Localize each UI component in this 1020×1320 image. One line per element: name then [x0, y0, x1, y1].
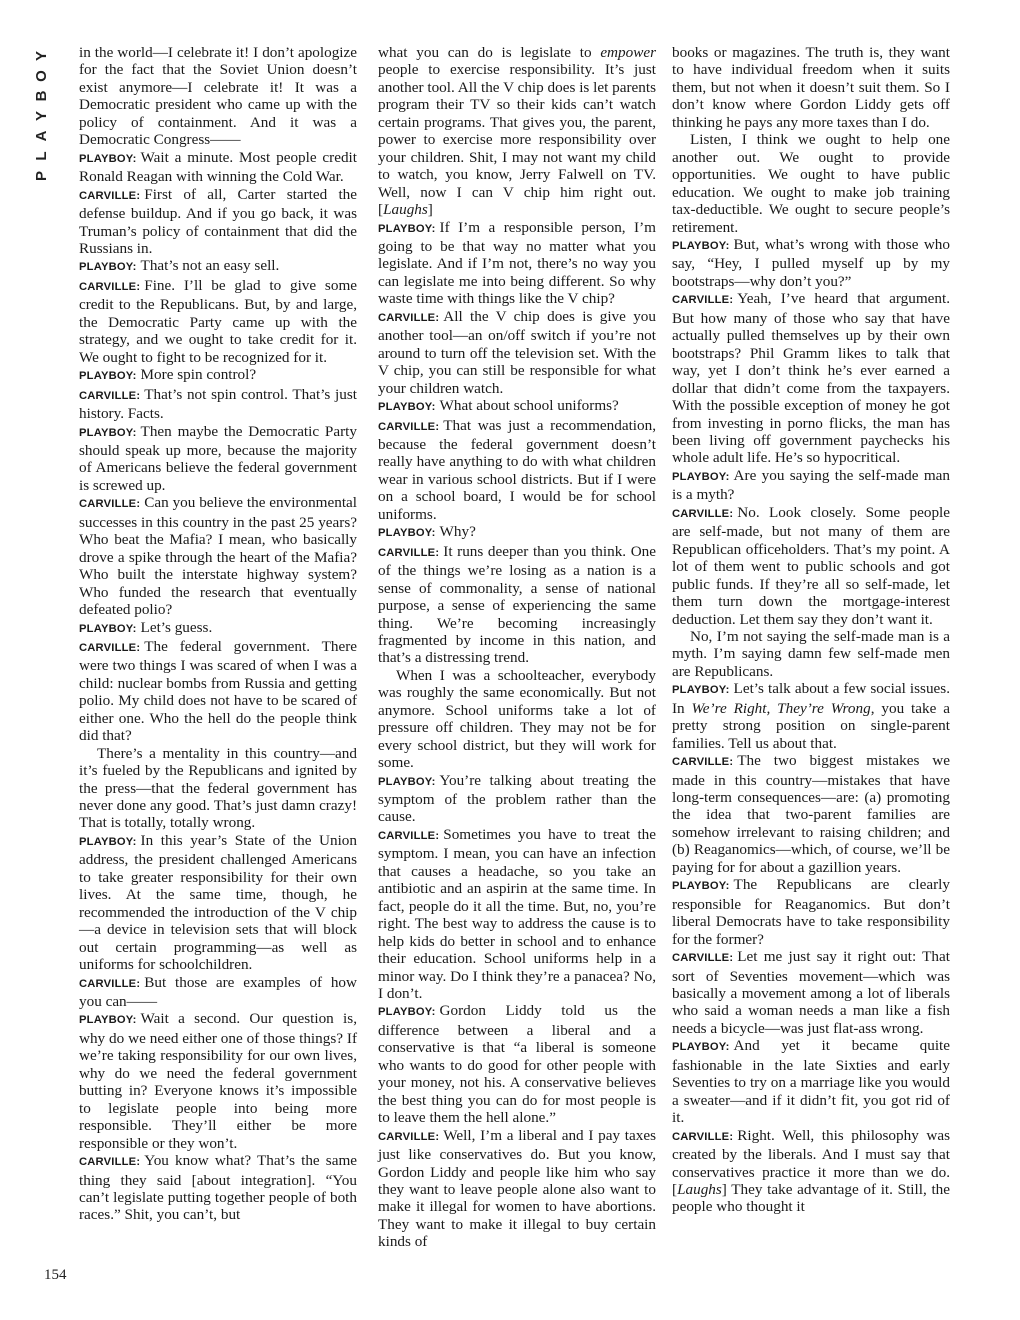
speaker-label: PLAYBOY:: [672, 470, 730, 483]
paragraph: [378, 397, 656, 416]
masthead-letter: Y: [33, 51, 50, 62]
speaker-label: CARVILLE:: [79, 189, 141, 202]
speaker-label: CARVILLE:: [378, 546, 440, 559]
paragraph-text: Let’s guess.: [140, 618, 213, 636]
speaker-label: CARVILLE:: [672, 1130, 734, 1143]
paragraph: [672, 236, 950, 290]
paragraph-text: But, what’s wrong with those who say, “Hey, I pulled myself up by my bootstraps—why don’t you?”: [672, 235, 950, 290]
paragraph-text: It runs deeper than you think. One of the things we’re losing as a nation is a sense of commonality, a sense of national purpose, a sense of experiencing the same thing. We’re becoming increasingly fragmented by income in this nation, and that’s a distressing trend.: [378, 542, 656, 667]
speaker-label: CARVILLE:: [378, 829, 440, 842]
paragraph: [672, 131, 950, 236]
speaker-label: CARVILLE:: [79, 1156, 141, 1169]
paragraph-text: If I’m a responsible person, I’m going to be that way no matter what you legislate. And if I’m not, there’s no way you can legislate me into being different. So why waste time with things like the V chip?: [378, 218, 656, 308]
paragraph-text: But those are examples of how you can——: [79, 973, 357, 1011]
paragraph: [378, 667, 656, 772]
paragraph-text: Why?: [439, 523, 476, 541]
text-column-3: [672, 44, 950, 1216]
paragraph: [672, 680, 950, 752]
paragraph: [79, 619, 357, 638]
paragraph-text: And yet it became quite fashionable in the late Sixties and early Seventies to try on a marriage like you would a sweater—and if it didn’t fit, you got rid of it.: [672, 1037, 950, 1127]
paragraph: [378, 772, 656, 826]
speaker-label: CARVILLE:: [672, 507, 734, 520]
speaker-label: PLAYBOY:: [79, 1014, 137, 1027]
paragraph-text: No. Look closely. Some people are self-made, but not many of them are Republican officeholders. That’s my point. A lot of them went to public schools and got public funds. If they’re all so self-made, let them turn down the mortgage-interest deduction. Let them say they don’t want it.: [672, 503, 950, 628]
speaker-label: PLAYBOY:: [672, 880, 730, 893]
masthead-letter: L: [33, 151, 50, 161]
paragraph-text: Wait a minute. Most people credit Ronald Reagan with winning the Cold War.: [79, 148, 357, 186]
paragraph: [79, 832, 357, 974]
paragraph-text: First of all, Carter started the defense buildup. And if you go back, it was Truman’s policy of containment that did the Russians in.: [79, 185, 357, 257]
paragraph: [672, 948, 950, 1037]
paragraph: [79, 494, 357, 618]
speaker-label: PLAYBOY:: [672, 1041, 730, 1054]
paragraph-text: Gordon Liddy told us the difference between a liberal and a conservative is that “a liberal is someone who wants to do good for other people with your money, not his. A conservative believes the best thing you can do for most people is to leave them the hell alone.”: [378, 1002, 656, 1127]
paragraph-text: That’s not an easy sell.: [140, 257, 280, 275]
magazine-masthead: [28, 46, 56, 186]
paragraph: [79, 186, 357, 258]
paragraph: [378, 826, 656, 1003]
paragraph: [79, 745, 357, 832]
speaker-label: PLAYBOY:: [79, 622, 137, 635]
paragraph-text: The Republicans are clearly responsible for Reaganomics. But don’t liberal Democrats have to take responsibility for the former?: [672, 876, 950, 948]
paragraph-text: In this year’s State of the Union address, the president challenged Americans to take greater responsibility for their own lives. At the same time, though, he recommended the introduction of the V chip—a device in television sets that will block out certain programming—as well as uniforms for schoolchildren.: [79, 831, 357, 974]
speaker-label: CARVILLE:: [378, 1130, 440, 1143]
paragraph-text: Let’s talk about a few social issues. In We’re Right, They’re Wrong, you take a pretty strong position on single-parent families. Tell us about that.: [672, 680, 950, 752]
paragraph: [79, 1152, 357, 1224]
speaker-label: CARVILLE:: [79, 977, 141, 990]
paragraph: [672, 290, 950, 467]
speaker-label: CARVILLE:: [672, 952, 734, 965]
speaker-label: PLAYBOY:: [378, 527, 436, 540]
paragraph: [672, 44, 950, 131]
speaker-label: CARVILLE:: [79, 389, 141, 402]
paragraph-text: What about school uniforms?: [439, 397, 619, 415]
speaker-label: PLAYBOY:: [79, 370, 137, 383]
masthead-letter: P: [33, 171, 50, 182]
paragraph: [79, 386, 357, 423]
paragraph-text: what you can do is legislate to empower people to exercise responsibility. It’s just another tool. All the V chip does is let parents program their TV so their kids can’t watch certain programs. That gives you, the parent, power to exercise more responsibility over your children. Shit, I may not want my child to watch, you know, Jerry Falwell on TV. Well, now I can V chip him right out. [Laughs]: [378, 44, 656, 219]
masthead-letter: B: [33, 90, 50, 102]
paragraph: [79, 423, 357, 495]
masthead-letter: Y: [33, 111, 50, 122]
paragraph-text: More spin control?: [140, 366, 257, 384]
paragraph: [79, 149, 357, 186]
paragraph-text: The two biggest mistakes we made in this country—mistakes that have long-term consequences—are: (a) promoting the idea that two-parent families are somehow irrelevant to raising children; and (b) Reaganomics—which, of course, we’ll be paying for for about a gazillion years.: [672, 752, 950, 876]
paragraph: [378, 44, 656, 219]
paragraph-text: You’re talking about treating the symptom of the problem rather than the cause.: [378, 771, 656, 826]
paragraph: [378, 543, 656, 667]
paragraph: [79, 277, 357, 366]
paragraph: [79, 366, 357, 385]
paragraph: [79, 44, 357, 149]
paragraph-text: Well, I’m a liberal and I pay taxes just like conservatives do. But you know, Gordon Liddy and people like him who say they want to leave people alone also want to make it illegal for women to have abortions. They want to make it illegal to buy certain kinds of: [378, 1126, 656, 1251]
paragraph: [672, 1127, 950, 1216]
paragraph-text: Right. Well, this philosophy was created by the liberals. And I must say that conservatives practice it more than we do. [Laughs] They take advantage of it. Still, the people who thought it: [672, 1126, 950, 1216]
paragraph-text: Can you believe the environmental successes in this country in the past 25 years? Who beat the Mafia? I mean, who basically drove a spike through the heart of the Mafia? Who built the interstate highway system? Who funded the research that eventually defeated polio?: [79, 494, 357, 619]
speaker-label: CARVILLE:: [672, 294, 734, 307]
speaker-label: PLAYBOY:: [79, 835, 137, 848]
paragraph-text: books or magazines. The truth is, they want to have individual freedom when it suits them, but not when it doesn’t suit them. So I don’t know where Gordon Liddy gets off thinking he pays any more taxes than I do.: [672, 44, 950, 131]
paragraph-text: All the V chip does is give you another tool—an on/off switch if you’re not around to turn off the television set. With the V chip, you can still be responsible for what your children watch.: [378, 307, 656, 397]
paragraph: [79, 257, 357, 276]
speaker-label: PLAYBOY:: [79, 152, 137, 165]
masthead-letter: A: [33, 130, 50, 142]
paragraph-text: Wait a second. Our question is, why do we need either one of those things? If we’re taking responsibility for our own lives, why do we need the federal government butting in? Everyone knows it’s impossible to legislate people into being more responsible. They’ll either be more responsible or they won’t.: [79, 1010, 357, 1152]
speaker-label: PLAYBOY:: [79, 261, 137, 274]
speaker-label: CARVILLE:: [672, 756, 734, 769]
paragraph-text: No, I’m not saying the self-made man is a myth. I’m saying damn few self-made men are Republicans.: [672, 627, 950, 680]
speaker-label: CARVILLE:: [79, 498, 141, 511]
paragraph: [378, 308, 656, 397]
speaker-label: CARVILLE:: [378, 420, 440, 433]
paragraph-text: Yeah, I’ve heard that argument. But how many of those who say that have actually pulled themselves up by their own bootstraps? Phil Gramm likes to talk that way, yet I don’t think he’s ever earned a dollar that didn’t come from the taxpayers. With the possible exception of money he got from investing in porno flicks, the man has been living off government paychecks his whole adult life. He’s so hypocritical.: [672, 290, 950, 467]
speaker-label: PLAYBOY:: [378, 401, 436, 414]
speaker-label: PLAYBOY:: [79, 426, 137, 439]
paragraph: [79, 1010, 357, 1152]
paragraph: [672, 467, 950, 504]
paragraph: [79, 974, 357, 1011]
paragraph: [672, 1037, 950, 1126]
speaker-label: PLAYBOY:: [672, 684, 730, 697]
paragraph: [378, 1002, 656, 1126]
paragraph-text: When I was a schoolteacher, everybody was roughly the same economically. But not anymore. School uniforms take a lot of pressure off children. They may not be for every school district, but they will work for some.: [378, 666, 656, 772]
paragraph-text: Then maybe the Democratic Party should speak up more, because the majority of Americans believe the federal government is screwed up.: [79, 422, 357, 494]
masthead-letter: O: [33, 70, 50, 82]
paragraph: [378, 417, 656, 524]
paragraph: [378, 219, 656, 308]
paragraph-text: Let me just say it right out: That sort of Seventies movement—which was basically a movement among a lot of liberals who said a woman needs a man like a fish needs a bicycle—was just flat-ass wrong.: [672, 948, 950, 1037]
speaker-label: CARVILLE:: [79, 641, 141, 654]
paragraph: [79, 638, 357, 745]
paragraph: [672, 752, 950, 876]
paragraph: [672, 504, 950, 628]
text-column-1: [79, 44, 357, 1224]
page-number: 154: [44, 1267, 67, 1283]
speaker-label: PLAYBOY:: [378, 775, 436, 788]
paragraph-text: That’s not spin control. That’s just history. Facts.: [79, 385, 357, 423]
speaker-label: CARVILLE:: [79, 280, 141, 293]
paragraph-text: Sometimes you have to treat the symptom. I mean, you can have an infection that causes a headache, so you take an antibiotic and an aspirin at the same time. In fact, people do it all the time. But, no, you’re right. The best way to address the cause is to help kids do better in school and to enhance their education. School uniforms help in a minor way. Do I think they’re a panacea? No, I don’t.: [378, 825, 656, 1003]
paragraph-text: Are you saying the self-made man is a myth?: [672, 466, 950, 504]
paragraph-text: Fine. I’ll be glad to give some credit to the Republicans. But, by and large, the Democratic Party came up with the strategy, and we ought to take credit for it. We ought to fight to be recognized for it.: [79, 276, 357, 366]
speaker-label: CARVILLE:: [378, 311, 440, 324]
speaker-label: PLAYBOY:: [378, 222, 436, 235]
paragraph-text: The federal government. There were two things I was scared of when I was a child: nuclear bombs from Russia and getting polio. My child does not have to be scared of either one. Who the hell do the people think did that?: [79, 637, 357, 745]
speaker-label: PLAYBOY:: [672, 239, 730, 252]
paragraph-text: Listen, I think we ought to help one another out. We ought to provide opportunities. We ought to have public education. We ought to make job training tax-deductible. We ought to secure people’s retirement.: [672, 131, 950, 236]
paragraph: [672, 628, 950, 680]
paragraph-text: There’s a mentality in this country—and it’s fueled by the Republicans and ignited by the press—that the federal government has never done any good. That’s just damn crazy! That is totally, totally wrong.: [79, 744, 357, 832]
text-column-2: [378, 44, 656, 1251]
paragraph-text: That was just a recommendation, because the federal government doesn’t really have anything to do with what children wear in various school districts. But if I were on a school board, I would be for school uniforms.: [378, 416, 656, 523]
paragraph: [378, 523, 656, 542]
paragraph-text: in the world—I celebrate it! I don’t apologize for the fact that the Soviet Union doesn’t exist anymore—I celebrate it! It was a Democratic president who came up with the policy of containment. And it was a Democratic Congress——: [79, 44, 357, 149]
paragraph: [378, 1127, 656, 1251]
paragraph-text: You know what? That’s the same thing they said [about integration]. “You can’t legislate putting together people of both races.” Shit, you can’t, but: [79, 1152, 357, 1224]
speaker-label: PLAYBOY:: [378, 1006, 436, 1019]
paragraph: [672, 876, 950, 948]
